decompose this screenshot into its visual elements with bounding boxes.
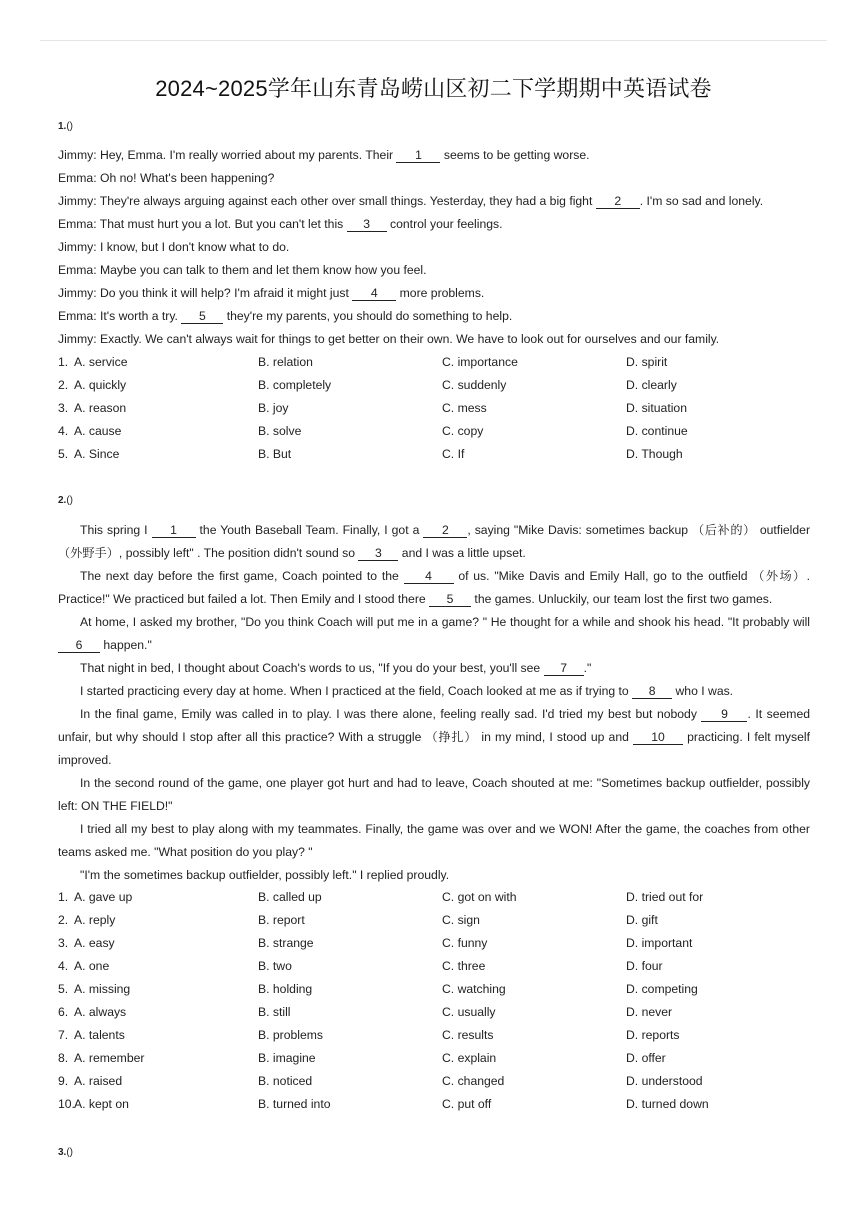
option-b[interactable]: B. joy [258,401,289,415]
option-c[interactable]: C. mess [442,401,487,415]
option-d[interactable]: D. clearly [626,378,677,392]
dialogue-text: they're my parents, you should do something to help. [223,309,513,323]
text: This spring I [80,523,152,537]
option-b[interactable]: B. report [258,913,305,927]
dialogue-line [58,167,811,190]
option-row [58,351,818,374]
blank: 3 [347,217,387,232]
option-a[interactable]: A. talents [74,1028,125,1042]
question-marker: () [66,1147,74,1158]
blank: 10 [633,730,683,745]
page-title: 2024~2025学年山东青岛崂山区初二下学期期中英语试卷 [155,76,712,101]
option-d[interactable]: D. important [626,936,693,950]
option-c[interactable]: C. funny [442,936,488,950]
text: the games. Unluckily, our team lost the first two games. [471,592,773,606]
dialogue-line [58,190,811,213]
q2-paragraph-3 [58,611,810,657]
option-c[interactable]: C. watching [442,982,506,996]
option-b[interactable]: B. still [258,1005,291,1019]
dialogue-text: more problems. [396,286,485,300]
option-number: 3. [58,936,69,950]
blank: 3 [358,546,398,561]
option-number: 4. [58,424,69,438]
option-d[interactable]: D. never [626,1005,673,1019]
option-c[interactable]: C. importance [442,355,518,369]
option-a[interactable]: A. reply [74,913,116,927]
text: and I was a little upset. [398,546,526,560]
option-b[interactable]: B. noticed [258,1074,313,1088]
q2-paragraph-1 [58,519,810,565]
option-b[interactable]: B. imagine [258,1051,316,1065]
q2-paragraph-8 [58,818,810,864]
dialogue-line [58,282,811,305]
option-a[interactable]: A. remember [74,1051,145,1065]
q2-paragraph-9 [58,864,810,887]
question-3-number [58,1147,73,1158]
text: happen." [100,638,152,652]
blank: 5 [181,309,223,324]
blank: 4 [404,569,454,584]
question-1-number [58,121,73,132]
dialogue-text: . I'm so sad and lonely. [639,194,764,208]
option-d[interactable]: D. competing [626,982,698,996]
question-marker: () [66,495,74,506]
question-marker: () [66,121,74,132]
question-number: 2. [58,495,67,506]
option-row [58,978,818,1001]
blank: 1 [396,148,440,163]
text: practicing. I felt myself improved. [58,730,810,767]
text: who I was. [672,684,734,698]
option-b[interactable]: B. completely [258,378,332,392]
dialogue-line [58,305,811,328]
option-d[interactable]: D. spirit [626,355,668,369]
dialogue-line [58,213,811,236]
option-row [58,1070,818,1093]
option-c[interactable]: C. changed [442,1074,505,1088]
blank: 2 [423,523,467,538]
text: That night in bed, I thought about Coach's words to us, "If you do your best, you'll see [80,661,544,675]
blank: 5 [429,592,471,607]
option-a[interactable]: A. gave up [74,890,133,904]
option-row [58,909,818,932]
option-number: 10. [58,1097,75,1111]
option-d[interactable]: D. offer [626,1051,666,1065]
dialogue-line [58,236,811,259]
option-row [58,932,818,955]
question-number: 1. [58,121,67,132]
dialogue-text: Jimmy: They're always arguing against each other over small things. Yesterday, they had a big fight [58,194,596,208]
option-b[interactable]: B. turned into [258,1097,331,1111]
option-a[interactable]: A. missing [74,982,131,996]
blank: 2 [596,194,640,209]
option-b[interactable]: B. relation [258,355,313,369]
option-number: 2. [58,913,69,927]
option-row [58,443,818,466]
q2-paragraph-4 [58,657,810,680]
option-c[interactable]: C. got on with [442,890,517,904]
text: , saying "Mike Davis: sometimes backup （后补的） outfielder （外野手）, possibly left" . The position didn't sound so [58,523,810,560]
option-number: 1. [58,890,69,904]
blank: 6 [58,638,100,653]
dialogue-text: Emma: Oh no! What's been happening? [58,171,275,185]
question-2-number [58,495,73,506]
option-a[interactable]: A. Since [74,447,120,461]
text: "I'm the sometimes backup outfielder, possibly left." I replied proudly. [80,868,450,882]
blank: 1 [152,523,196,538]
option-row [58,886,818,909]
option-c[interactable]: C. suddenly [442,378,507,392]
dialogue-text: Jimmy: I know, but I don't know what to do. [58,240,290,254]
option-number: 5. [58,447,69,461]
option-b[interactable]: B. problems [258,1028,324,1042]
option-d[interactable]: D. understood [626,1074,703,1088]
option-d[interactable]: D. four [626,959,663,973]
option-number: 1. [58,355,69,369]
text: In the second round of the game, one player got hurt and had to leave, Coach shouted at me: "Sometimes backup outfielder, possibly left: ON THE FIELD!" [58,776,810,813]
q2-paragraph-7 [58,772,810,818]
q2-paragraph-5 [58,680,810,703]
blank: 9 [701,707,747,722]
option-d[interactable]: D. tried out for [626,890,704,904]
option-d[interactable]: D. gift [626,913,658,927]
option-b[interactable]: B. holding [258,982,313,996]
dialogue-text: control your feelings. [386,217,503,231]
option-row [58,420,818,443]
option-c[interactable]: C. If [442,447,465,461]
option-row [58,1001,818,1024]
text: I tried all my best to play along with my teammates. Finally, the game was over and we WON! After the game, the coaches from other teams asked me. "What position do you play? " [58,822,810,859]
option-a[interactable]: A. one [74,959,110,973]
option-a[interactable]: A. service [74,355,128,369]
option-a[interactable]: A. raised [74,1074,123,1088]
option-a[interactable]: A. always [74,1005,127,1019]
dialogue-text: Jimmy: Exactly. We can't always wait for things to get better on their own. We have to look out for ourselves and our family. [58,332,720,346]
text: At home, I asked my brother, "Do you think Coach will put me in a game? " He thought for a while and shook his head. "It probably will [80,615,810,629]
option-d[interactable]: D. Though [626,447,683,461]
q2-paragraph-6 [58,703,810,772]
option-number: 9. [58,1074,69,1088]
option-number: 7. [58,1028,69,1042]
blank: 7 [544,661,584,676]
option-number: 4. [58,959,69,973]
dialogue-text: Emma: It's worth a try. [58,309,182,323]
dialogue-text: Emma: That must hurt you a lot. But you can't let this [58,217,347,231]
option-row [58,955,818,978]
dialogue-text: Emma: Maybe you can talk to them and let them know how you feel. [58,263,427,277]
option-c[interactable]: C. explain [442,1051,497,1065]
option-c[interactable]: C. results [442,1028,494,1042]
text: the Youth Baseball Team. Finally, I got a [195,523,424,537]
dialogue-line [58,259,811,282]
text: I started practicing every day at home. When I practiced at the field, Coach looked at me as if trying to [80,684,633,698]
option-c[interactable]: C. usually [442,1005,496,1019]
option-number: 5. [58,982,69,996]
question-number: 3. [58,1147,67,1158]
option-number: 6. [58,1005,69,1019]
option-b[interactable]: B. two [258,959,292,973]
page-top-rule [40,40,827,41]
option-a[interactable]: A. cause [74,424,122,438]
dialogue-line [58,328,811,351]
q2-paragraph-2 [58,565,810,611]
option-c[interactable]: C. sign [442,913,480,927]
option-row [58,1093,818,1116]
blank: 8 [632,684,672,699]
dialogue-text: seems to be getting worse. [440,148,590,162]
text: ." [583,661,592,675]
option-b[interactable]: B. strange [258,936,314,950]
option-row [58,374,818,397]
option-number: 8. [58,1051,69,1065]
option-b[interactable]: B. called up [258,890,322,904]
option-d[interactable]: D. situation [626,401,687,415]
option-a[interactable]: A. reason [74,401,127,415]
dialogue-text: Jimmy: Hey, Emma. I'm really worried about my parents. Their [58,148,397,162]
option-d[interactable]: D. continue [626,424,688,438]
text: The next day before the first game, Coach pointed to the [80,569,404,583]
option-c[interactable]: C. three [442,959,486,973]
option-a[interactable]: A. easy [74,936,115,950]
option-c[interactable]: C. put off [442,1097,492,1111]
option-c[interactable]: C. copy [442,424,484,438]
option-b[interactable]: B. But [258,447,292,461]
option-number: 2. [58,378,69,392]
option-a[interactable]: A. quickly [74,378,127,392]
option-b[interactable]: B. solve [258,424,302,438]
option-row [58,1024,818,1047]
option-number: 3. [58,401,69,415]
text: In the final game, Emily was called in to play. I was there alone, feeling really sad. I'd tried my best but nobody [80,707,702,721]
option-row [58,1047,818,1070]
option-a[interactable]: A. kept on [74,1097,129,1111]
option-d[interactable]: D. reports [626,1028,680,1042]
option-row [58,397,818,420]
dialogue-text: Jimmy: Do you think it will help? I'm afraid it might just [58,286,353,300]
dialogue-line [58,144,811,167]
text: . It seemed unfair, but why should I stop after all this practice? With a struggle （挣扎） in my mind, I stood up and [58,707,810,744]
blank: 4 [352,286,396,301]
option-d[interactable]: D. turned down [626,1097,709,1111]
text: of us. "Mike Davis and Emily Hall, go to the outfield （外场）. Practice!" We practiced but failed a lot. Then Emily and I stood there [58,569,810,606]
